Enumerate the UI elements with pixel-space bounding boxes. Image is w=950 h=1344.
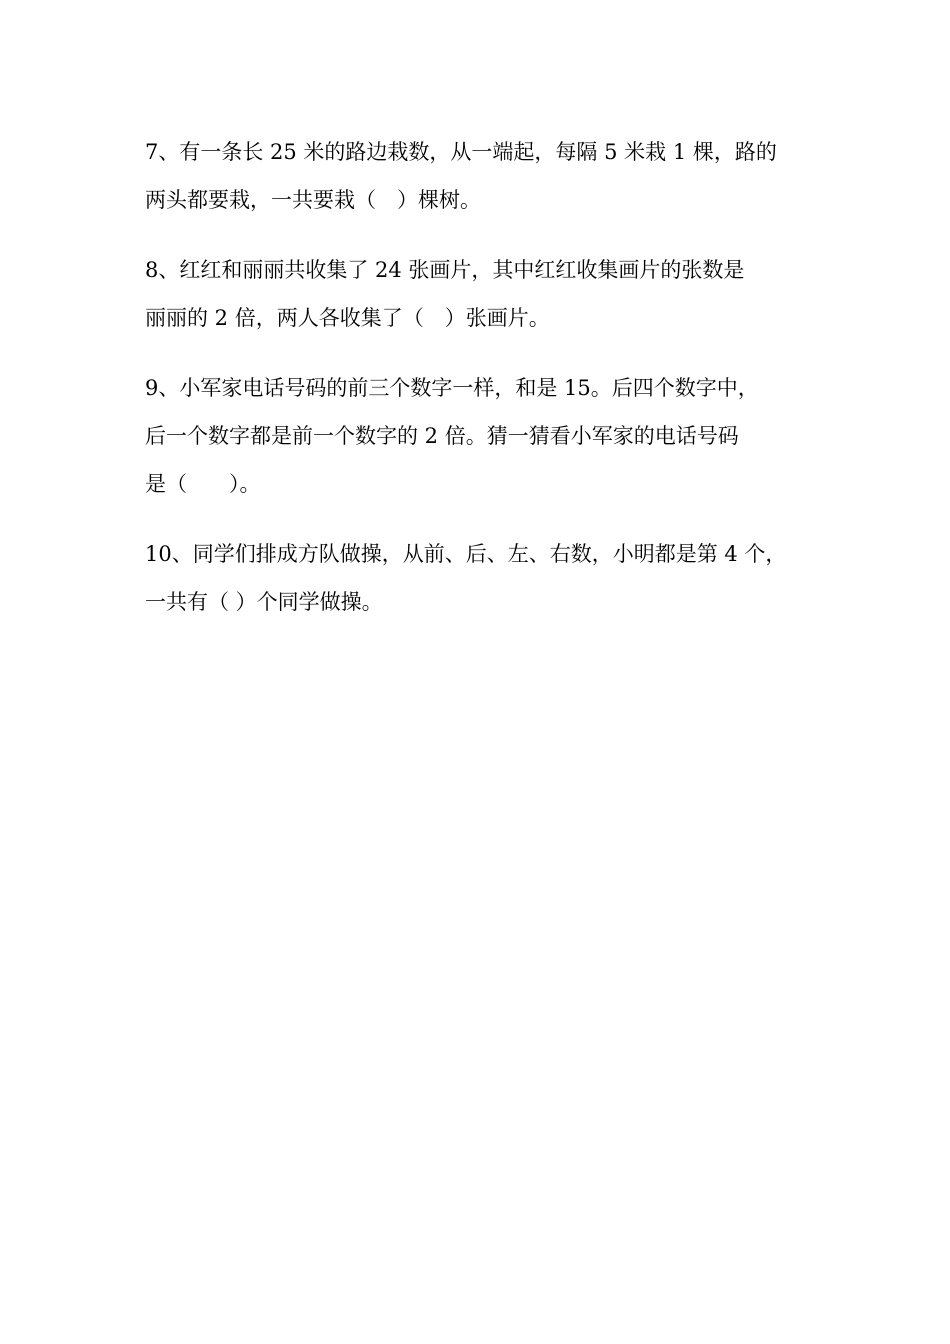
question-list	[145, 128, 810, 648]
question-9	[145, 364, 810, 508]
question-10	[145, 530, 810, 626]
question-10-line-2: 一共有（ ）个同学做操。	[145, 590, 383, 614]
question-9-line-2: 后一个数字都是前一个数字的 2 倍。猜一猜看小军家的电话号码	[145, 424, 739, 448]
question-8-line-2: 丽丽的 2 倍，两人各收集了（ ）张画片。	[145, 306, 550, 330]
question-8-line-1: 8、红红和丽丽共收集了 24 张画片，其中红红收集画片的张数是	[145, 258, 745, 282]
question-9-line-3: 是（ ）。	[145, 472, 261, 496]
question-10-line-1: 10、同学们排成方队做操，从前、后、左、右数，小明都是第 4 个，	[145, 542, 787, 566]
question-7-line-2: 两头都要栽，一共要栽（ ）棵树。	[145, 188, 481, 212]
question-8	[145, 246, 810, 342]
question-7	[145, 128, 810, 224]
question-9-line-1: 9、小军家电话号码的前三个数字一样，和是 15。后四个数字中，	[145, 376, 759, 400]
question-7-line-1: 7、有一条长 25 米的路边栽数，从一端起，每隔 5 米栽 1 棵，路的	[145, 140, 777, 164]
